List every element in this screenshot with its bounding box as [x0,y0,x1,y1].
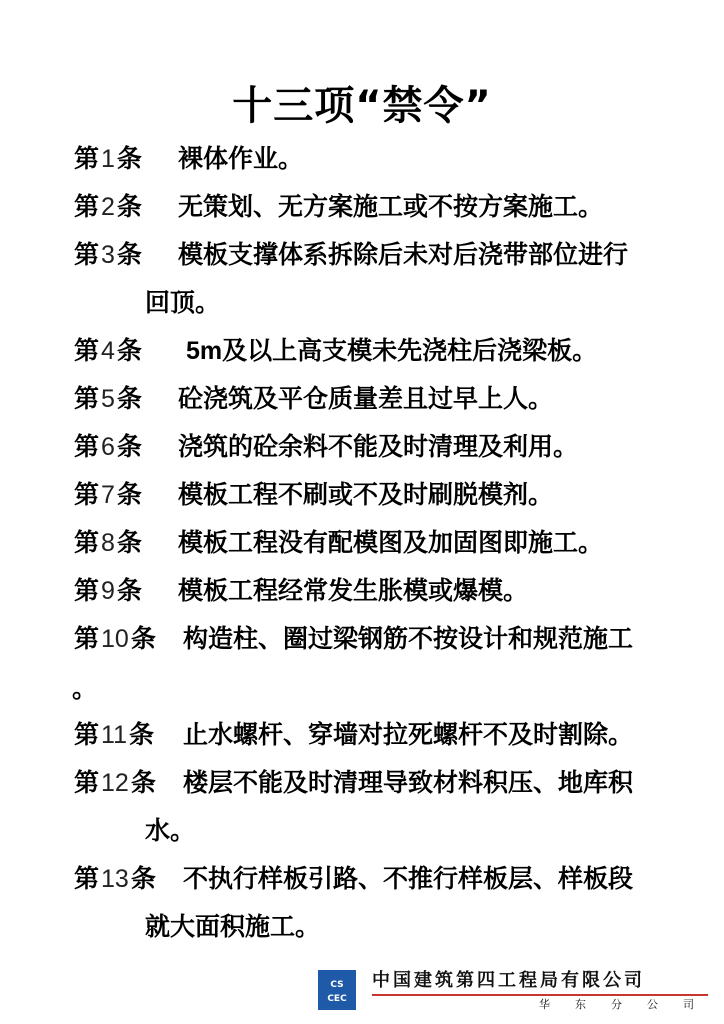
rule-suffix: 条 [116,432,142,461]
rule-4 [74,334,597,368]
rule-number: 2 [101,193,115,221]
rule-suffix: 条 [128,720,154,749]
rule-label [74,334,178,368]
rule-suffix: 条 [116,144,142,173]
rule-text: 模板工程不刷或不及时刷脱模剂。 [178,480,554,509]
rule-text: 构造柱、圈过梁钢筋不按设计和规范施工 [183,624,634,653]
rule-2 [74,190,603,224]
rule-label [74,430,178,464]
rule-label [74,478,178,512]
rule-prefix: 第 [74,720,100,749]
rule-10 [74,622,633,656]
rule-suffix: 条 [116,576,142,605]
rule-prefix: 第 [74,864,100,893]
rule-suffix: 条 [116,480,142,509]
rule-suffix: 条 [116,240,142,269]
rule-number: 9 [101,577,115,605]
rule-12-continuation: 水。 [145,816,196,845]
company-footer [316,968,719,1016]
rule-prefix: 第 [74,432,100,461]
rule-suffix: 条 [116,336,142,365]
rule-9 [74,574,528,608]
rule-13 [74,862,633,896]
rule-label [74,238,178,272]
rule-text: 浇筑的砼余料不能及时清理及利用。 [178,432,579,461]
company-name: 中国建筑第四工程局有限公司 [372,970,645,991]
svg-text:CEC: CEC [327,994,347,1004]
rule-suffix: 条 [130,624,156,653]
rule-number: 12 [101,769,129,797]
rule-suffix: 条 [116,528,142,557]
rule-5 [74,382,553,416]
rule-label [74,526,178,560]
rule-number: 10 [101,625,129,653]
rule-number: 3 [101,241,115,269]
rule-number: 6 [101,433,115,461]
rule-label [74,622,183,656]
rule-3-continuation: 回顶。 [145,288,221,317]
rule-13-continuation: 就大面积施工。 [145,912,321,941]
rule-label [74,718,183,752]
rule-prefix: 第 [74,336,100,365]
rule-number: 13 [101,865,129,893]
rule-label [74,190,178,224]
rule-text: 楼层不能及时清理导致材料积压、地库积 [183,768,634,797]
rule-11 [74,718,633,752]
svg-text:CS: CS [330,980,344,990]
rule-prefix: 第 [74,240,100,269]
rule-number: 4 [101,337,115,365]
rule-text: 模板工程没有配模图及加固图即施工。 [178,528,604,557]
rule-number: 8 [101,529,115,557]
rule-suffix: 条 [116,384,142,413]
rule-10-orphan-punctuation: 。 [72,674,98,703]
rule-6 [74,430,578,464]
rule-number: 11 [101,721,127,749]
rule-7 [74,478,553,512]
branch-name: 华东分公司 [539,998,719,1011]
cscec-logo-icon [318,970,356,1010]
rule-1 [74,142,303,176]
rule-text: 止水螺杆、穿墙对拉死螺杆不及时割除。 [183,720,634,749]
rule-text: 无策划、无方案施工或不按方案施工。 [178,192,604,221]
rule-prefix: 第 [74,768,100,797]
rule-label [74,766,183,800]
rule-suffix: 条 [116,192,142,221]
rule-label [74,142,178,176]
rule-suffix: 条 [130,864,156,893]
rule-12 [74,766,633,800]
rule-8 [74,526,603,560]
rule-measure: 5m [186,337,223,365]
rule-label [74,382,178,416]
page-title: 十三项“禁令” [232,83,492,129]
rule-text: 不执行样板引路、不推行样板层、样板段 [183,864,634,893]
rule-prefix: 第 [74,192,100,221]
rule-prefix: 第 [74,144,100,173]
rule-number: 1 [101,145,115,173]
rule-prefix: 第 [74,384,100,413]
rule-text: 砼浇筑及平仓质量差且过早上人。 [178,384,554,413]
rule-prefix: 第 [74,624,100,653]
rule-text: 模板工程经常发生胀模或爆模。 [178,576,529,605]
rule-number: 7 [101,481,115,509]
rule-prefix: 第 [74,480,100,509]
rule-label [74,574,178,608]
rule-prefix: 第 [74,528,100,557]
rule-text: 裸体作业。 [178,144,304,173]
rule-3 [74,238,628,272]
rule-suffix: 条 [130,768,156,797]
rule-text: 模板支撑体系拆除后未对后浇带部位进行 [178,240,629,269]
rule-label [74,862,183,896]
rule-prefix: 第 [74,576,100,605]
rule-text: 及以上高支模未先浇柱后浇梁板。 [222,336,598,365]
rule-number: 5 [101,385,115,413]
